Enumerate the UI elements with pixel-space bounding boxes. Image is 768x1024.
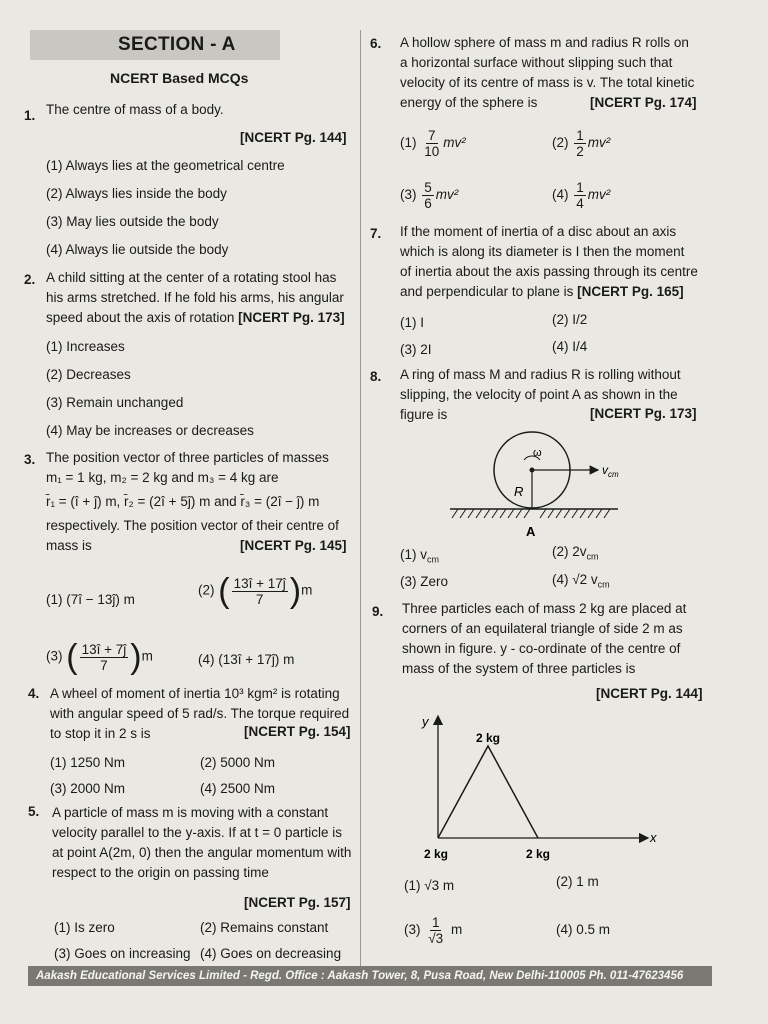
q6-text-line2: a horizontal surface without slipping such that xyxy=(400,55,673,70)
q8-text-line3: figure is xyxy=(400,407,448,422)
q9-text-line4: mass of the system of three particles is xyxy=(402,661,636,676)
q5-text-line4: respect to the origin on passing time xyxy=(52,865,269,880)
q4-ref: [NCERT Pg. 154] xyxy=(244,724,351,739)
mass-label-left: 2 kg xyxy=(424,847,449,861)
q6-text-line3: velocity of its centre of mass is v. The total kinetic xyxy=(400,75,695,90)
q6-option-4[interactable]: (4) $\frac{1}{4}$ mv² xyxy=(552,180,611,211)
q5-text-line1: A particle of mass m is moving with a constant xyxy=(52,805,329,820)
q9-option-2[interactable]: (2) 1 m xyxy=(556,874,599,889)
q3-text-line1: The position vector of three particles of masses xyxy=(46,450,329,465)
q7-text-line3: of inertia about the axis passing through its centre xyxy=(400,264,698,279)
q3-option-3[interactable]: (3) ( $\frac{13î + 7ĵ}{7}$ )m xyxy=(46,638,153,676)
q9-option-1[interactable]: (1) √3 m xyxy=(404,878,455,893)
q8-option-2[interactable]: (2) $2v_{cm}$ xyxy=(552,544,599,562)
q1-option-2[interactable]: (2) Always lies inside the body xyxy=(46,186,227,201)
y-axis-label: y xyxy=(422,714,429,729)
q7-text-line1: If the moment of inertia of a disc about an axis xyxy=(400,224,677,239)
q2-text-line3: speed about the axis of rotation [NCERT Pg. 173] xyxy=(46,310,345,325)
q9-number: 9. xyxy=(372,604,384,619)
q9-option-4[interactable]: (4) 0.5 m xyxy=(556,922,611,937)
q3-option-1[interactable]: (1) (7î − 13ĵ) m xyxy=(46,592,135,607)
q9-text-line2: corners of an equilateral triangle of side 2 m as xyxy=(402,621,683,636)
q1-option-1[interactable]: (1) Always lies at the geometrical centre xyxy=(46,158,285,173)
q6-number: 6. xyxy=(370,36,382,51)
omega-label: ω xyxy=(533,447,542,459)
q2-text-line2: his arms stretched. If he fold his arms, his angular xyxy=(46,290,344,305)
q6-text-line1: A hollow sphere of mass m and radius R rolls on xyxy=(400,35,689,50)
q4-option-2[interactable]: (2) 5000 Nm xyxy=(200,755,276,770)
q5-option-4[interactable]: (4) Goes on decreasing xyxy=(200,946,342,961)
q7-option-2[interactable]: (2) I/2 xyxy=(552,312,588,327)
q9-text-line1: Three particles each of mass 2 kg are placed at xyxy=(402,601,687,616)
q3-text-line3: r̄₁ = (î + ĵ) m, r̄₂ = (2î + 5ĵ) m and r̄₃ = (2î − ĵ) m xyxy=(46,494,320,509)
q7-text-line2: which is along its diameter is I then the moment xyxy=(400,244,685,259)
q2-option-3[interactable]: (3) Remain unchanged xyxy=(46,395,184,410)
q7-number: 7. xyxy=(370,226,382,241)
x-axis-label: x xyxy=(650,830,657,845)
q6-text-line4: energy of the sphere is xyxy=(400,95,538,110)
q5-ref: [NCERT Pg. 157] xyxy=(244,895,351,910)
q1-option-4[interactable]: (4) Always lie outside the body xyxy=(46,242,229,257)
q8-ref: [NCERT Pg. 173] xyxy=(590,406,697,421)
q3-text-line5: mass is xyxy=(46,538,92,553)
triangle-sides xyxy=(438,746,538,838)
q8-option-1[interactable]: (1) $v_{cm}$ xyxy=(400,547,439,565)
q1-number: 1. xyxy=(24,108,36,123)
q5-option-3[interactable]: (3) Goes on increasing xyxy=(54,946,191,961)
q9-option-3[interactable]: (3) $\frac{1}{√3}$ m xyxy=(404,915,463,946)
section-title: SECTION - A xyxy=(118,34,236,55)
q2-option-4[interactable]: (4) May be increases or decreases xyxy=(46,423,254,438)
q5-number: 5. xyxy=(28,804,40,819)
q8-option-3[interactable]: (3) Zero xyxy=(400,574,449,589)
rolling-ring-figure xyxy=(440,426,640,541)
q7-text-line4: and perpendicular to plane is [NCERT Pg. 165] xyxy=(400,284,684,299)
ground-hatching xyxy=(452,509,610,518)
q8-option-4[interactable]: (4) √2 $v_{cm}$ xyxy=(552,572,610,590)
q6-option-3[interactable]: (3) $\frac{5}{6}$ mv² xyxy=(400,180,459,211)
q6-option-1[interactable]: (1) $\frac{7}{10}$ mv² xyxy=(400,128,466,159)
q5-text-line3: at point A(2m, 0) then the angular momentum with xyxy=(52,845,352,860)
q2-number: 2. xyxy=(24,272,36,287)
q5-text-line2: velocity parallel to the y-axis. If at t = 0 particle is xyxy=(52,825,342,840)
q4-text-line1: A wheel of moment of inertia 10³ kgm² is rotating xyxy=(50,686,340,701)
publisher-footer: Aakash Educational Services Limited - Regd. Office : Aakash Tower, 8, Pusa Road, New Delhi-110005 Ph. 011-47623456 xyxy=(28,966,712,986)
q4-option-1[interactable]: (1) 1250 Nm xyxy=(50,755,126,770)
q4-text-line2: with angular speed of 5 rad/s. The torque required xyxy=(50,706,350,721)
q2-option-1[interactable]: (1) Increases xyxy=(46,339,125,354)
q3-option-4[interactable]: (4) (13î + 17ĵ) m xyxy=(198,652,295,667)
q6-ref: [NCERT Pg. 174] xyxy=(590,95,697,110)
q9-text-line3: shown in figure. y - co-ordinate of the centre of xyxy=(402,641,681,656)
q1-text: The centre of mass of a body. xyxy=(46,102,224,117)
point-a-label: A xyxy=(526,524,536,539)
q4-text-line3: to stop it in 2 s is xyxy=(50,726,151,741)
q2-option-2[interactable]: (2) Decreases xyxy=(46,367,131,382)
q1-option-3[interactable]: (3) May lies outside the body xyxy=(46,214,219,229)
q4-option-4[interactable]: (4) 2500 Nm xyxy=(200,781,276,796)
q1-ref: [NCERT Pg. 144] xyxy=(240,130,347,145)
q9-ref: [NCERT Pg. 144] xyxy=(596,686,703,701)
section-subtitle: NCERT Based MCQs xyxy=(110,70,249,86)
mass-label-right: 2 kg xyxy=(526,847,551,861)
q3-text-line2: m₁ = 1 kg, m₂ = 2 kg and m₃ = 4 kg are xyxy=(46,470,279,485)
q6-option-2[interactable]: (2) $\frac{1}{2}$ mv² xyxy=(552,128,611,159)
q7-option-1[interactable]: (1) I xyxy=(400,315,425,330)
q3-option-2[interactable]: (2) ( $\frac{13î + 17ĵ}{7}$ )m xyxy=(198,572,313,610)
q3-text-line4: respectively. The position vector of their centre of xyxy=(46,518,339,533)
q8-text-line2: slipping, the velocity of point A as shown in the xyxy=(400,387,678,402)
q5-option-2[interactable]: (2) Remains constant xyxy=(200,920,329,935)
q4-option-3[interactable]: (3) 2000 Nm xyxy=(50,781,126,796)
q8-number: 8. xyxy=(370,369,382,384)
q3-ref: [NCERT Pg. 145] xyxy=(240,538,347,553)
q5-option-1[interactable]: (1) Is zero xyxy=(54,920,115,935)
q7-option-3[interactable]: (3) 2I xyxy=(400,342,432,357)
q4-number: 4. xyxy=(28,686,40,701)
q8-text-line1: A ring of mass M and radius R is rolling without xyxy=(400,367,681,382)
triangle-figure xyxy=(410,708,690,868)
q2-text-line1: A child sitting at the center of a rotating stool has xyxy=(46,270,337,285)
q3-number: 3. xyxy=(24,452,36,467)
column-divider xyxy=(360,30,361,970)
mass-label-top: 2 kg xyxy=(476,731,501,745)
vcm-label: $v_{cm}$ xyxy=(602,463,619,479)
radius-label: R xyxy=(514,484,524,499)
q7-option-4[interactable]: (4) I/4 xyxy=(552,339,588,354)
